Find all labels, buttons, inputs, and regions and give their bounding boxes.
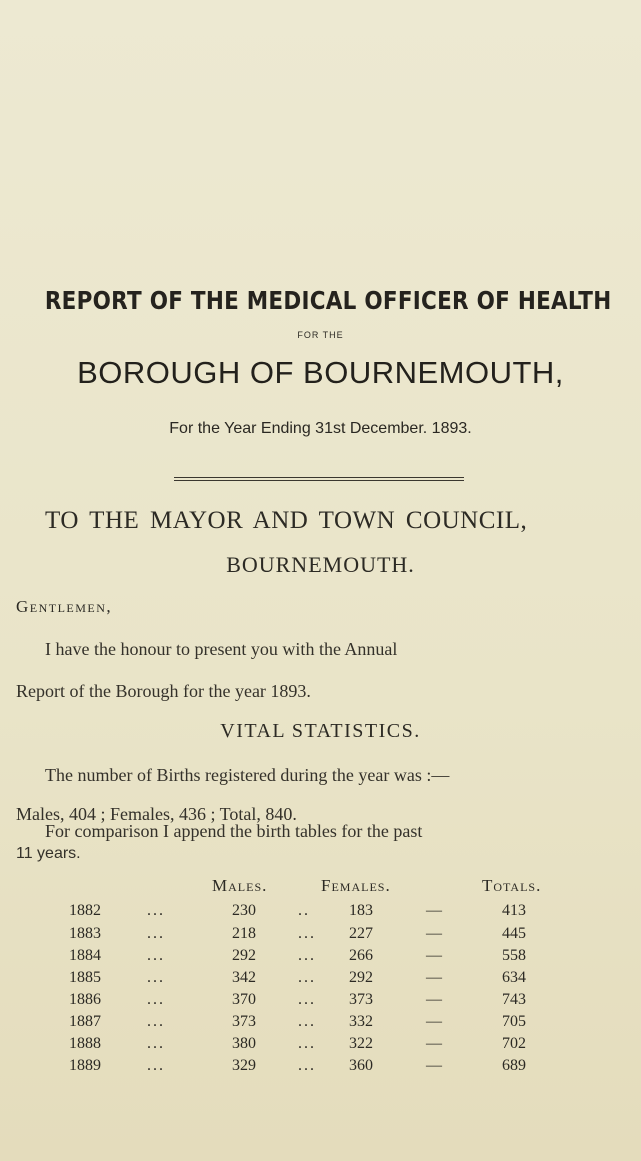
cell-year: 1882 — [69, 902, 101, 919]
cell-year: 1884 — [69, 947, 101, 964]
cell-year: 1887 — [69, 1013, 101, 1030]
table-row — [0, 902, 641, 922]
cell-females: 183 — [349, 902, 373, 919]
cell-females: 292 — [349, 969, 373, 986]
cell-leader: ... — [147, 969, 165, 986]
cell-dash: — — [426, 902, 442, 919]
cell-leader: ... — [147, 925, 165, 942]
cell-males: 292 — [232, 947, 256, 964]
cell-females: 373 — [349, 991, 373, 1008]
cell-total: 445 — [502, 925, 526, 942]
double-rule-bottom — [174, 480, 464, 481]
cell-dash: — — [426, 991, 442, 1008]
report-title: REPORT OF THE MEDICAL OFFICER OF HEALTH — [44, 286, 612, 315]
cell-dash: — — [426, 1013, 442, 1030]
cell-year: 1883 — [69, 925, 101, 942]
cell-total: 702 — [502, 1035, 526, 1052]
header-females: Females. — [321, 876, 391, 895]
cell-females: 332 — [349, 1013, 373, 1030]
cell-year: 1889 — [69, 1057, 101, 1074]
table-header-row — [0, 876, 641, 896]
cell-males: 218 — [232, 925, 256, 942]
cell-leader: ... — [147, 902, 165, 919]
cell-total: 743 — [502, 991, 526, 1008]
cell-leader: ... — [298, 969, 316, 986]
cell-leader: ... — [298, 1057, 316, 1074]
cell-females: 322 — [349, 1035, 373, 1052]
cell-total: 413 — [502, 902, 526, 919]
cell-males: 342 — [232, 969, 256, 986]
table-row — [0, 1057, 641, 1077]
cell-leader: ... — [147, 1057, 165, 1074]
cell-males: 329 — [232, 1057, 256, 1074]
cell-leader: ... — [298, 991, 316, 1008]
table-row — [0, 1035, 641, 1055]
cell-year: 1885 — [69, 969, 101, 986]
cell-year: 1888 — [69, 1035, 101, 1052]
cell-leader: ... — [147, 947, 165, 964]
cell-leader: ... — [298, 1013, 316, 1030]
cell-males: 380 — [232, 1035, 256, 1052]
cell-year: 1886 — [69, 991, 101, 1008]
section-title: VITAL STATISTICS. — [220, 720, 421, 742]
cell-dash: — — [426, 969, 442, 986]
cell-total: 705 — [502, 1013, 526, 1030]
cell-leader: ... — [147, 1035, 165, 1052]
cell-females: 227 — [349, 925, 373, 942]
table-row — [0, 1013, 641, 1033]
births-line-2: Males, 404 ; Females, 436 ; Total, 840. — [16, 804, 297, 824]
cell-leader: ... — [147, 991, 165, 1008]
cell-total: 634 — [502, 969, 526, 986]
cell-leader: .. — [298, 902, 310, 919]
table-row — [0, 991, 641, 1011]
table-row — [0, 969, 641, 989]
intro-line-1: I have the honour to present you with the Annual — [45, 639, 398, 659]
cell-dash: — — [426, 947, 442, 964]
table-row — [0, 947, 641, 967]
cell-females: 360 — [349, 1057, 373, 1074]
cell-leader: ... — [298, 925, 316, 942]
cell-total: 689 — [502, 1057, 526, 1074]
cell-dash: — — [426, 1035, 442, 1052]
for-the-label: FOR THE — [297, 330, 344, 340]
comparison-line-1: For comparison I append the birth tables for the past — [45, 821, 423, 841]
cell-males: 373 — [232, 1013, 256, 1030]
double-rule-top — [174, 477, 464, 478]
comparison-line-2: 11 years. — [16, 845, 81, 862]
cell-males: 370 — [232, 991, 256, 1008]
cell-total: 558 — [502, 947, 526, 964]
address-line-1: TO THE MAYOR AND TOWN COUNCIL, — [45, 507, 528, 534]
cell-dash: — — [426, 1057, 442, 1074]
header-males: Males. — [212, 876, 268, 895]
address-line-2: BOURNEMOUTH. — [226, 552, 415, 577]
cell-dash: — — [426, 925, 442, 942]
cell-males: 230 — [232, 902, 256, 919]
cell-leader: ... — [298, 947, 316, 964]
intro-line-2: Report of the Borough for the year 1893. — [16, 681, 311, 701]
borough-title: BOROUGH OF BOURNEMOUTH, — [77, 355, 564, 390]
births-line-1: The number of Births registered during the year was :— — [45, 765, 450, 785]
salutation: Gentlemen, — [16, 597, 113, 616]
year-ending-line: For the Year Ending 31st December. 1893. — [169, 420, 472, 437]
cell-leader: ... — [298, 1035, 316, 1052]
table-row — [0, 925, 641, 945]
cell-leader: ... — [147, 1013, 165, 1030]
header-totals: Totals. — [482, 876, 542, 895]
cell-females: 266 — [349, 947, 373, 964]
